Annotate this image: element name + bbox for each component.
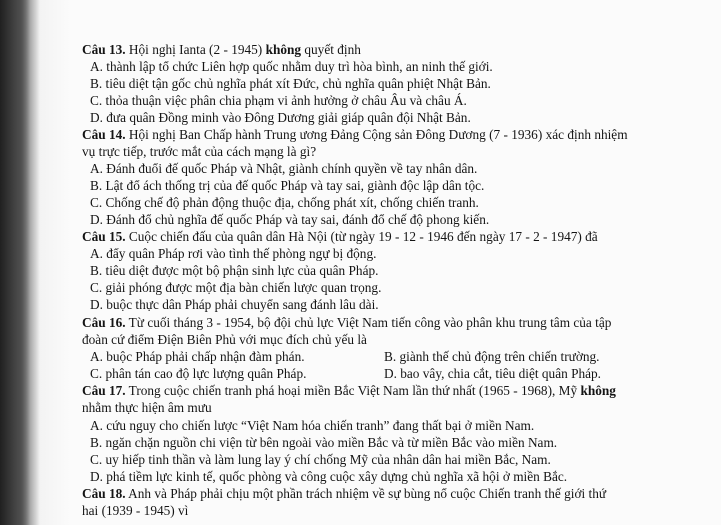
question-18 [82,486,606,502]
question-17 [82,383,616,399]
option-16-d: D. bao vây, chia cắt, tiêu diệt quân Pháp. [384,366,601,381]
option-13-d: D. đưa quân Đồng minh vào Đông Dương giải giáp quân đội Nhật Bản. [90,110,471,125]
question-number: Câu 16. [82,315,126,330]
question-15 [82,229,598,245]
question-emphasis: không [265,42,302,57]
question-text: Trong cuộc chiến tranh phá hoại miền Bắc Việt Nam lần thứ nhất (1965 - 1968), Mỹ [125,383,581,398]
question-14 [82,127,628,143]
question-text: Anh và Pháp phải chịu một phần trách nhiệm về sự bùng nổ cuộc Chiến tranh thế giới thứ [125,486,607,501]
option-15-c: C. giải phóng được một địa bàn chiến lược quan trọng. [90,280,382,295]
option-14-d: D. Đánh đổ chủ nghĩa đế quốc Pháp và tay sai, đánh đổ chế độ phong kiến. [90,212,490,227]
scan-edge-shadow [0,0,30,525]
question-number: Câu 15. [82,229,126,244]
option-13-b: B. tiêu diệt tận gốc chủ nghĩa phát xít Đức, chủ nghĩa quân phiệt Nhật Bản. [90,76,491,91]
option-16-c: C. phân tán cao độ lực lượng quân Pháp. [90,366,307,381]
question-14-continued: vụ trực tiếp, trước mắt của cách mạng là gì? [82,144,317,159]
option-17-b: B. ngăn chặn nguồn chi viện từ bên ngoài vào miền Bắc và từ miền Bắc vào miền Nam. [90,435,558,450]
option-16-b: B. giành thế chủ động trên chiến trường. [384,349,600,364]
question-16-continued: đoàn cứ điểm Điện Biên Phủ với mục đích chủ yếu là [82,332,367,347]
question-number: Câu 18. [82,486,126,501]
question-16 [82,315,611,331]
question-18-continued: hai (1939 - 1945) vì [82,503,189,518]
option-13-c: C. thỏa thuận việc phân chia phạm vi ảnh hưởng ở châu Âu và châu Á. [90,93,467,108]
option-17-c: C. uy hiếp tinh thần và làm lung lay ý chí chống Mỹ của nhân dân hai miền Bắc, Nam. [90,452,551,467]
question-17-continued: nhằm thực hiện âm mưu [82,400,212,415]
option-15-a: A. đẩy quân Pháp rơi vào tình thế phòng ngự bị động. [90,246,377,261]
option-14-b: B. Lật đổ ách thống trị của đế quốc Pháp và tay sai, giành độc lập dân tộc. [90,178,485,193]
option-14-c: C. Chống chế độ phản động thuộc địa, chống phát xít, chống chiến tranh. [90,195,479,210]
question-number: Câu 17. [82,383,126,398]
option-13-a: A. thành lập tổ chức Liên hợp quốc nhằm duy trì hòa bình, an ninh thế giới. [90,59,493,74]
option-16-a: A. buộc Pháp phải chấp nhận đàm phán. [90,349,305,364]
question-emphasis: không [580,383,616,398]
question-13 [82,42,361,58]
question-number: Câu 14. [82,127,126,142]
option-15-d: D. buộc thực dân Pháp phải chuyển sang đánh lâu dài. [90,297,379,312]
option-17-a: A. cứu nguy cho chiến lược “Việt Nam hóa chiến tranh” đang thất bại ở miền Nam. [90,418,535,433]
option-14-a: A. Đánh đuổi đế quốc Pháp và Nhật, giành chính quyền về tay nhân dân. [90,161,478,176]
option-17-d: D. phá tiềm lực kinh tế, quốc phòng và công cuộc xây dựng chủ nghĩa xã hội ở miền Bắc. [90,469,568,484]
question-text: Hội nghị Ban Chấp hành Trung ương Đảng Cộng sản Đông Dương (7 - 1936) xác định nhiệm [125,127,628,142]
option-15-b: B. tiêu diệt được một bộ phận sinh lực của quân Pháp. [90,263,379,278]
question-text: quyết định [301,42,361,57]
question-text: Cuộc chiến đấu của quân dân Hà Nội (từ ngày 19 - 12 - 1946 đến ngày 17 - 2 - 1947) đã [125,229,598,244]
question-number: Câu 13. [82,42,126,57]
question-text: Từ cuối tháng 3 - 1954, bộ đội chủ lực Việt Nam tiến công vào phân khu trung tâm của tập [125,315,612,330]
question-text: Hội nghị Ianta (2 - 1945) [125,42,266,57]
